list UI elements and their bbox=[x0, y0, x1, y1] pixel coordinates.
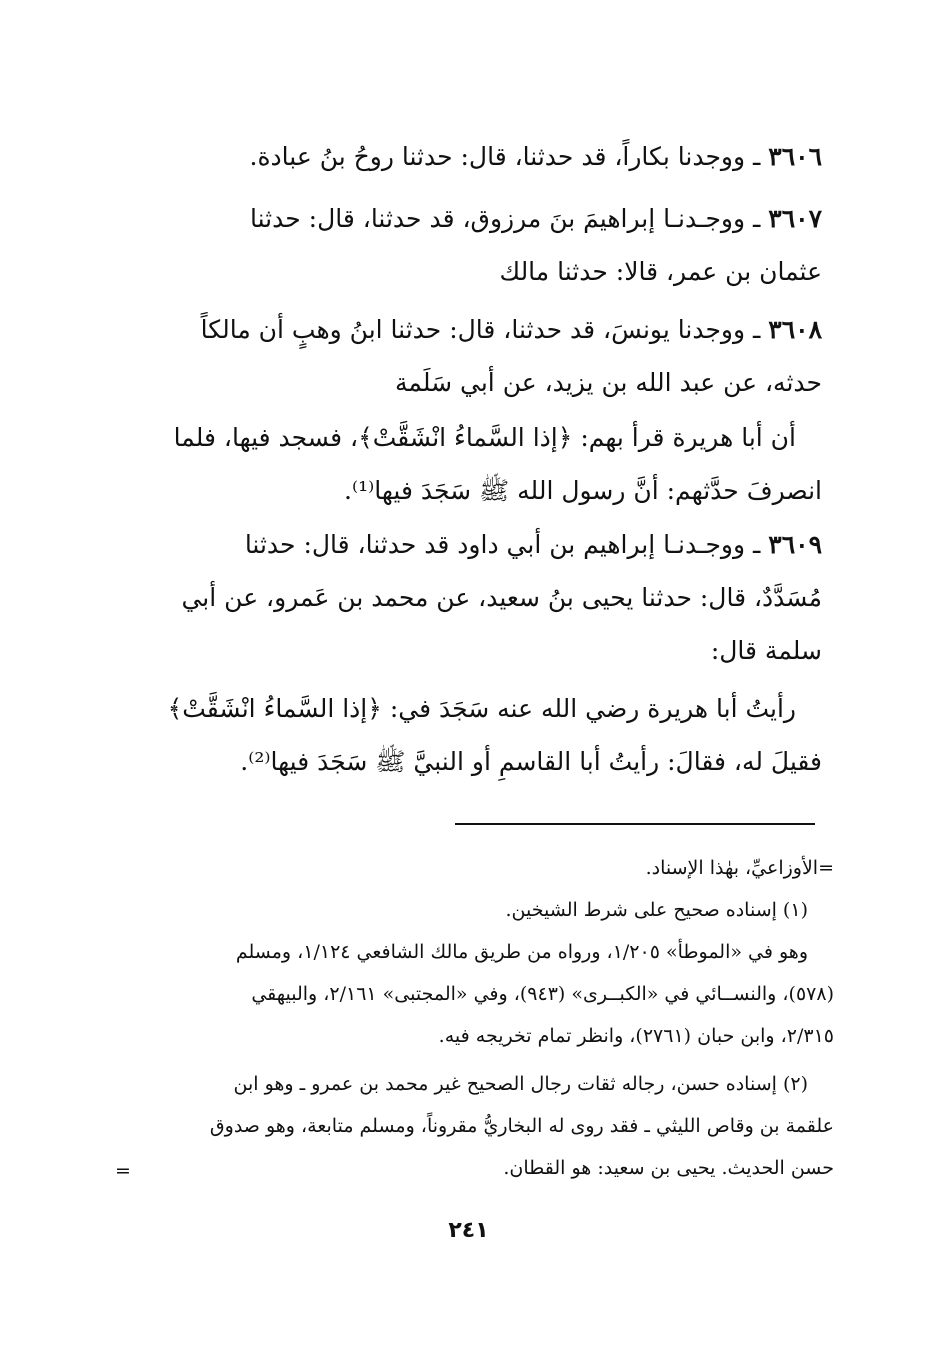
footnote-continues-mark: = bbox=[115, 1160, 131, 1182]
matn-line: انصرفَ حدَّثهم: أنَّ رسول الله ﷺ سَجَدَ فيها⁽¹⁾. bbox=[344, 476, 822, 505]
hadith-3609-matn bbox=[112, 682, 822, 788]
hadith-text: ـ ووجـدنـا إبراهيم بن أبي داود قد حدثنا، قال: حدثنا bbox=[244, 530, 761, 559]
footnote-continuation: =الأوزاعيِّ، بهٰذا الإسناد. bbox=[645, 857, 834, 879]
hadith-3606 bbox=[112, 130, 822, 183]
footnote-separator bbox=[455, 823, 815, 825]
hadith-number: ٣٦٠٦ bbox=[768, 142, 822, 171]
hadith-line bbox=[112, 303, 822, 356]
matn-line: أن أبا هريرة قرأ بهم: ﴿إذا السَّماءُ انْشَقَّتْ﴾، فسجد فيها، فلما bbox=[173, 423, 796, 452]
hadith-line bbox=[112, 518, 822, 571]
hadith-text: مُسَدَّدٌ، قال: حدثنا يحيى بنُ سعيد، عن محمد بن عَمرو، عن أبي bbox=[181, 583, 822, 612]
hadith-3609 bbox=[112, 518, 822, 677]
footnote-2-line: علقمة بن وقاص الليثي ـ فقد روى له البخاريُّ مقروناً، ومسلم متابعة، وهو صدوق bbox=[209, 1115, 834, 1137]
page-number: ٢٤١ bbox=[448, 1218, 489, 1243]
footnote-1-title: (١) إسناده صحيح على شرط الشيخين. bbox=[505, 899, 808, 921]
hadith-line bbox=[112, 130, 822, 183]
hadith-text: عثمان بن عمر، قالا: حدثنا مالك bbox=[499, 257, 822, 286]
hadith-text: سلمة قال: bbox=[710, 636, 822, 665]
matn-line: فقيلَ له، فقالَ: رأيتُ أبا القاسمِ أو النبيَّ ﷺ سَجَدَ فيها⁽²⁾. bbox=[240, 747, 822, 776]
hadith-number: ٣٦٠٧ bbox=[768, 204, 822, 233]
footnote-1-line: (٥٧٨)، والنســائي في «الكبــرى» (٩٤٣)، وفي «المجتبى» ٢/١٦١، والبيهقي bbox=[251, 983, 834, 1005]
hadith-text: ـ ووجـدنـا إبراهيمَ بنَ مرزوق، قد حدثنا، قال: حدثنا bbox=[250, 204, 761, 233]
footnotes bbox=[112, 847, 834, 1189]
hadith-number: ٣٦٠٩ bbox=[768, 530, 822, 559]
hadith-text: ـ ووجدنا بكاراً، قد حدثنا، قال: حدثنا روحُ بنُ عبادة. bbox=[249, 142, 761, 171]
hadith-text: ـ ووجدنا يونسَ، قد حدثنا، قال: حدثنا ابنُ وهبٍ أن مالكاً bbox=[200, 315, 761, 344]
hadith-text: حدثه، عن عبد الله بن يزيد، عن أبي سَلَمة bbox=[394, 368, 822, 397]
hadith-3608 bbox=[112, 303, 822, 409]
hadith-3607 bbox=[112, 192, 822, 298]
hadith-3608-matn bbox=[112, 411, 822, 517]
matn-line: رأيتُ أبا هريرة رضي الله عنه سَجَدَ في: ﴿إذا السَّماءُ انْشَقَّتْ﴾ bbox=[167, 694, 796, 723]
footnote-1-line: وهو في «الموطأ» ١/٢٠٥، ورواه من طريق مالك الشافعي ١/١٢٤، ومسلم bbox=[235, 941, 808, 963]
hadith-line bbox=[112, 192, 822, 245]
hadith-number: ٣٦٠٨ bbox=[768, 315, 822, 344]
footnote-2-line: (٢) إسناده حسن، رجاله ثقات رجال الصحيح غير محمد بن عمرو ـ وهو ابن bbox=[233, 1073, 808, 1095]
footnote-1-line: ٢/٣١٥، وابن حبان (٢٧٦١)، وانظر تمام تخريجه فيه. bbox=[438, 1025, 834, 1047]
footnote-2-line: حسن الحديث. يحيى بن سعيد: هو القطان. bbox=[503, 1157, 834, 1179]
